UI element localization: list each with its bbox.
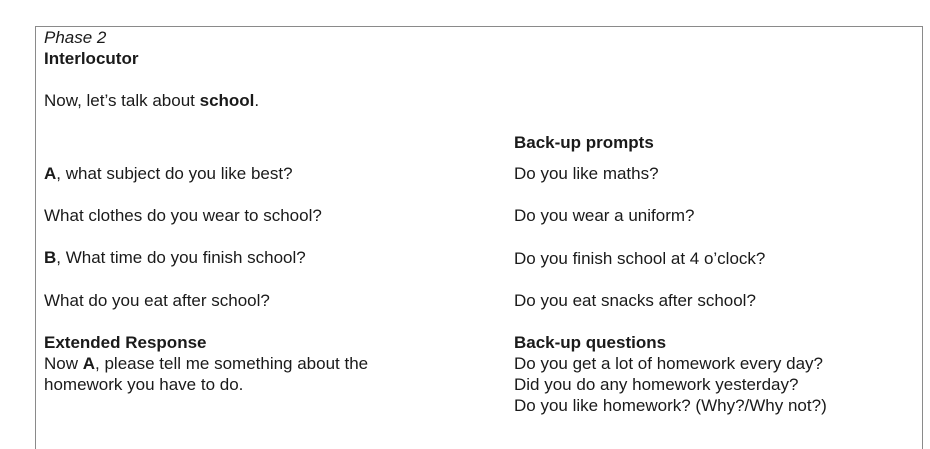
question-4-text: What do you eat after school? (44, 291, 270, 310)
extended-suffix: , please tell me something about the (95, 354, 369, 373)
question-2-text: What clothes do you wear to school? (44, 206, 322, 225)
question-2 (44, 205, 322, 226)
phase-label: Phase 2 (44, 28, 107, 47)
extended-response-heading: Extended Response (44, 333, 207, 352)
intro-prefix: Now, let’s talk about (44, 91, 200, 110)
prompt-4: Do you eat snacks after school? (514, 291, 756, 310)
backup-question-2: Did you do any homework yesterday? (514, 375, 799, 394)
backup-question-1: Do you get a lot of homework every day? (514, 354, 823, 373)
extended-response-line-1 (44, 353, 368, 374)
backup-questions-heading: Back-up questions (514, 333, 667, 352)
question-3-candidate: B (44, 248, 57, 267)
intro-suffix: . (254, 91, 260, 110)
intro-line (44, 90, 259, 111)
prompt-3: Do you finish school at 4 o’clock? (514, 249, 766, 268)
backup-prompts-heading: Back-up prompts (514, 133, 654, 152)
intro-topic: school (199, 91, 255, 110)
extended-prefix: Now (44, 354, 83, 373)
question-3-text: , What time do you finish school? (56, 248, 306, 267)
question-1-text: , what subject do you like best? (56, 164, 293, 183)
question-1-candidate: A (44, 164, 57, 183)
question-3 (44, 247, 306, 268)
prompt-1: Do you like maths? (514, 164, 659, 183)
backup-question-3: Do you like homework? (Why?/Why not?) (514, 396, 827, 415)
extended-response-line-2: homework you have to do. (44, 375, 244, 394)
role-heading: Interlocutor (44, 49, 139, 68)
prompt-2: Do you wear a uniform? (514, 206, 695, 225)
extended-candidate: A (82, 354, 96, 373)
question-4 (44, 290, 270, 311)
question-1 (44, 163, 293, 184)
